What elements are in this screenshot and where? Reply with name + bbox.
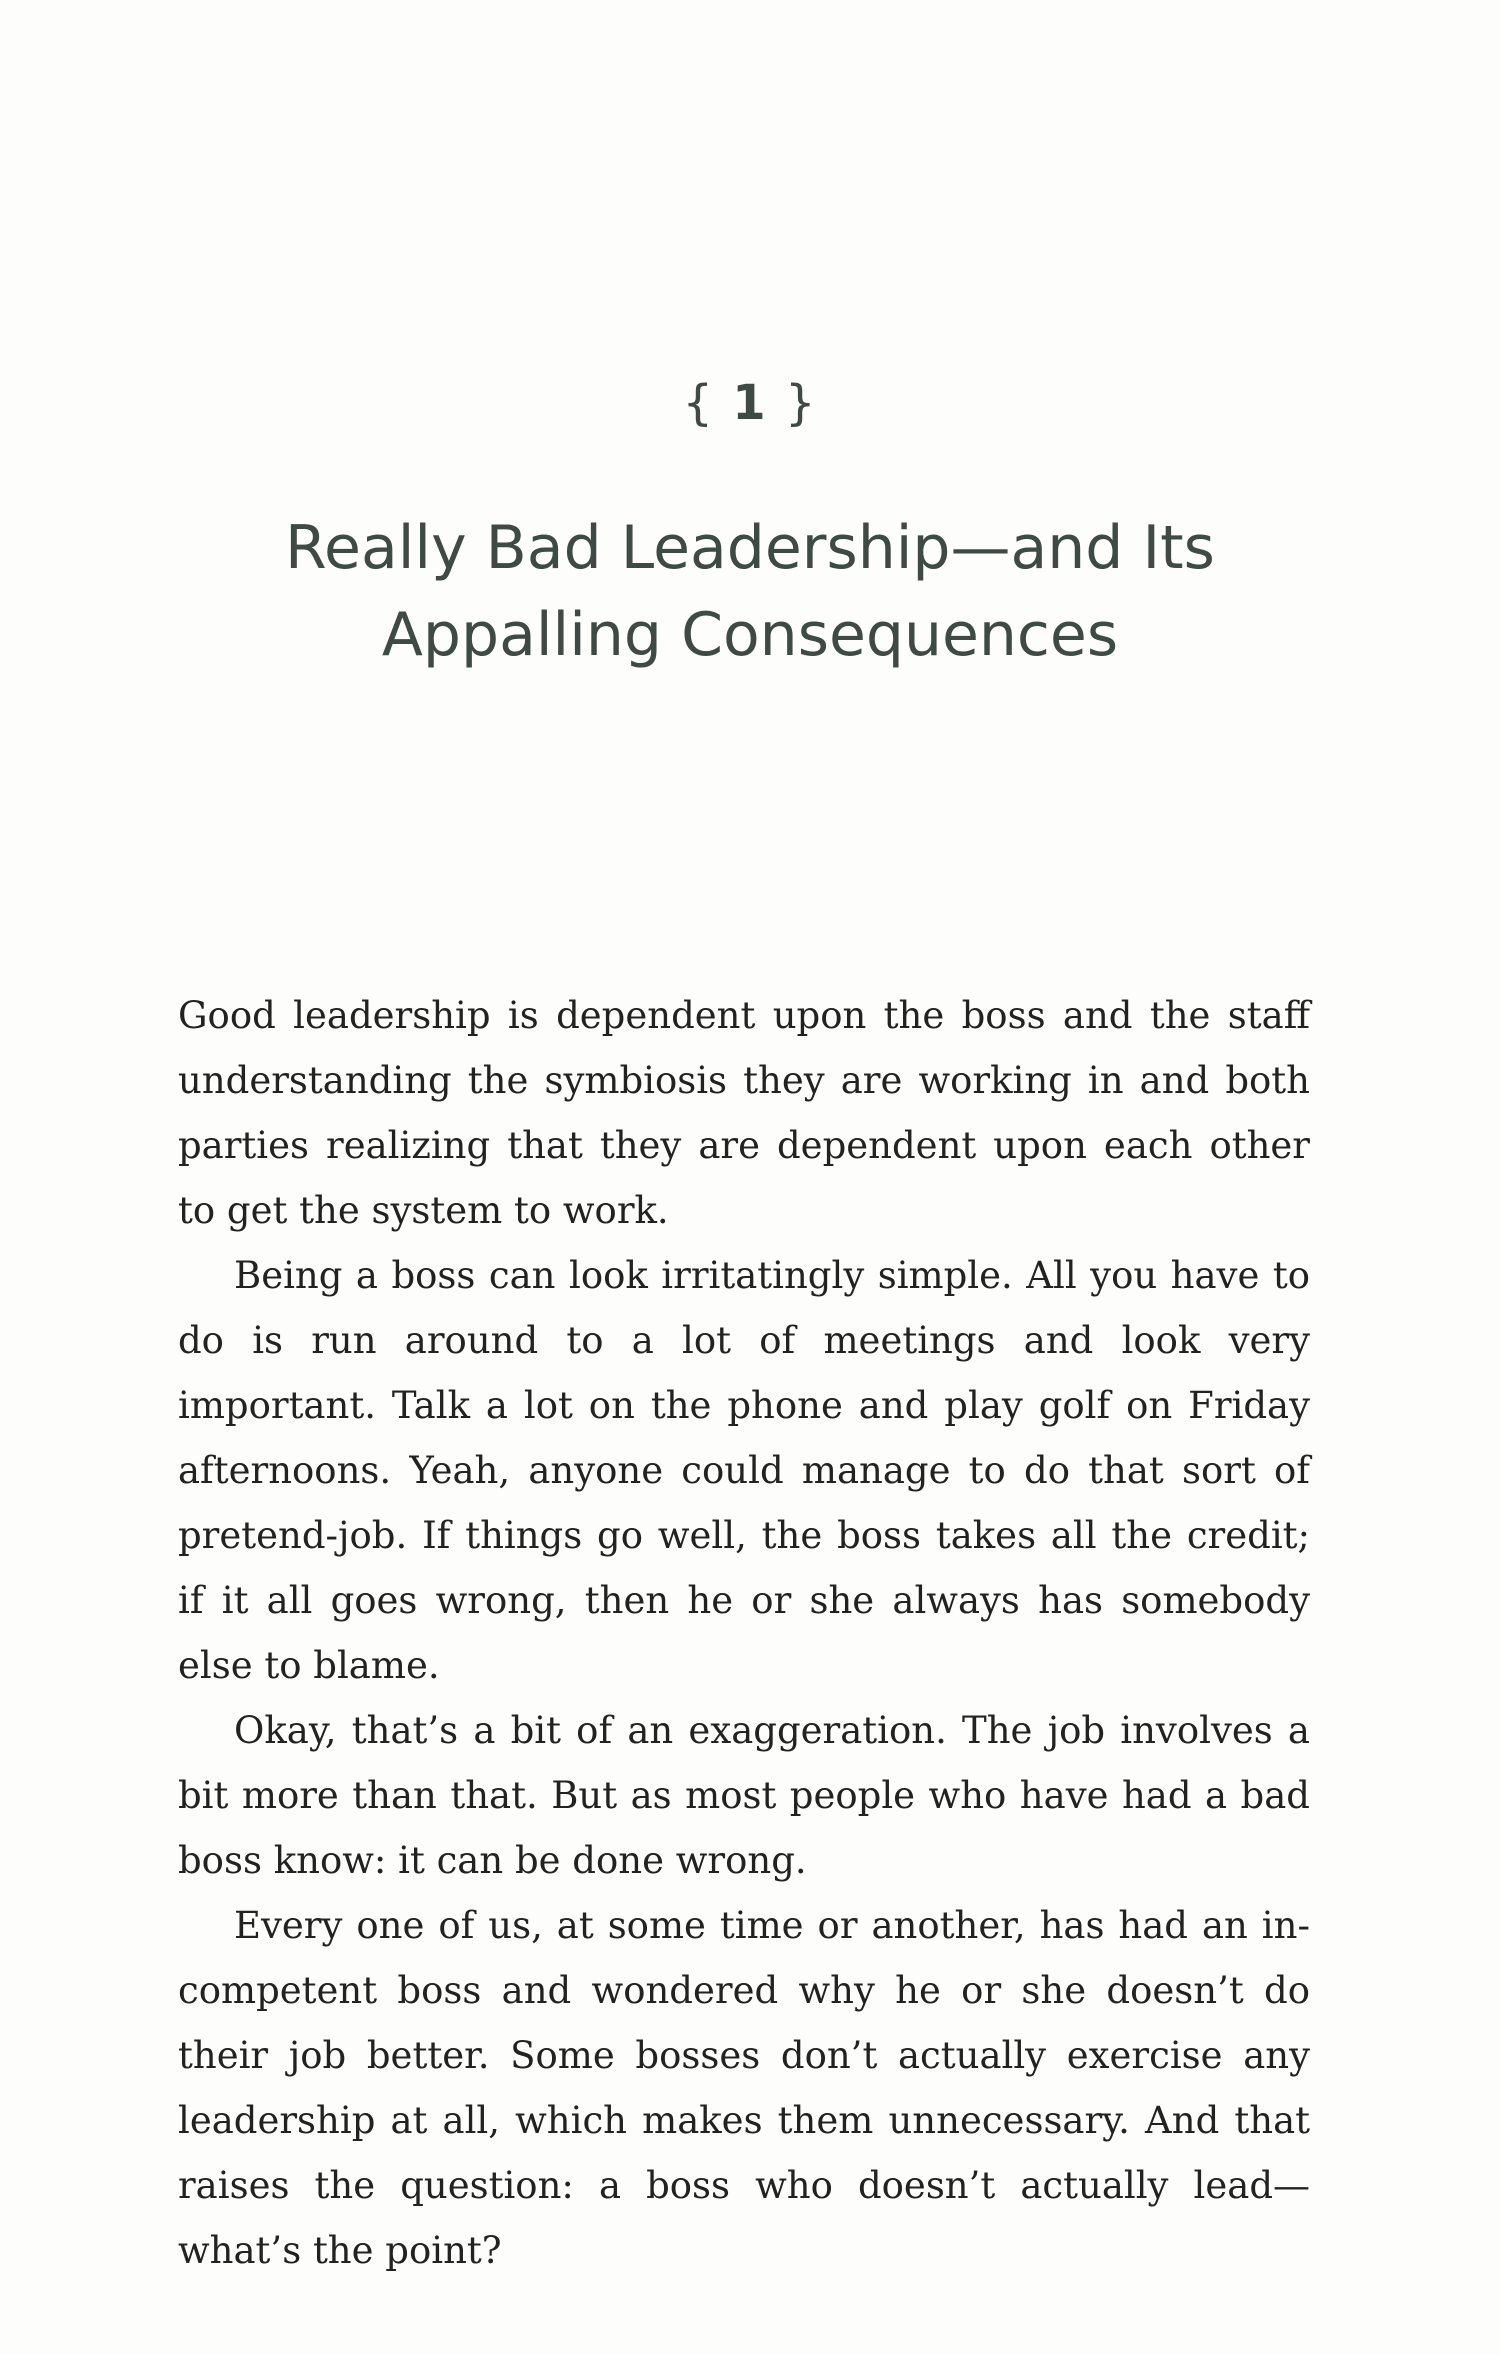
- paragraph-3: Okay, that’s a bit of an exaggeration. The job involves a bit more than that. But as most people who have had a bad boss know: it can be done wrong.: [178, 1709, 1310, 1882]
- paragraph-4: Every one of us, at some time or another, has had an incompetent boss and wondered why he or she doesn’t do their job better. Some bosses don’t actually exercise any leadership at all, which makes them unnecessary. And that raises the question: a boss who doesn’t actually lead—what’s the point?: [178, 1904, 1310, 2272]
- chapter-body: [178, 983, 1310, 2283]
- chapter-close-brace: }: [784, 375, 818, 431]
- chapter-title: [150, 505, 1350, 679]
- paragraph-1: Good leadership is dependent upon the boss and the staff understanding the symbiosis they are working in and both parties realizing that they are dependent upon each other to get the system to work.: [178, 994, 1310, 1232]
- chapter-title-line-2: Appalling Consequences: [381, 600, 1119, 670]
- chapter-number: [0, 375, 1500, 431]
- chapter-number-value: 1: [732, 375, 768, 431]
- chapter-title-line-1: Really Bad Leadership—and Its: [285, 513, 1215, 583]
- chapter-open-brace: {: [682, 375, 716, 431]
- paragraph-2: Being a boss can look irritatingly simple. All you have to do is run around to a lot of meetings and look very important. Talk a lot on the phone and play golf on Friday afternoons. Yeah, anyone could manage to do that sort of pretend-job. If things go well, the boss takes all the credit; if it all goes wrong, then he or she always has somebody else to blame.: [178, 1254, 1310, 1687]
